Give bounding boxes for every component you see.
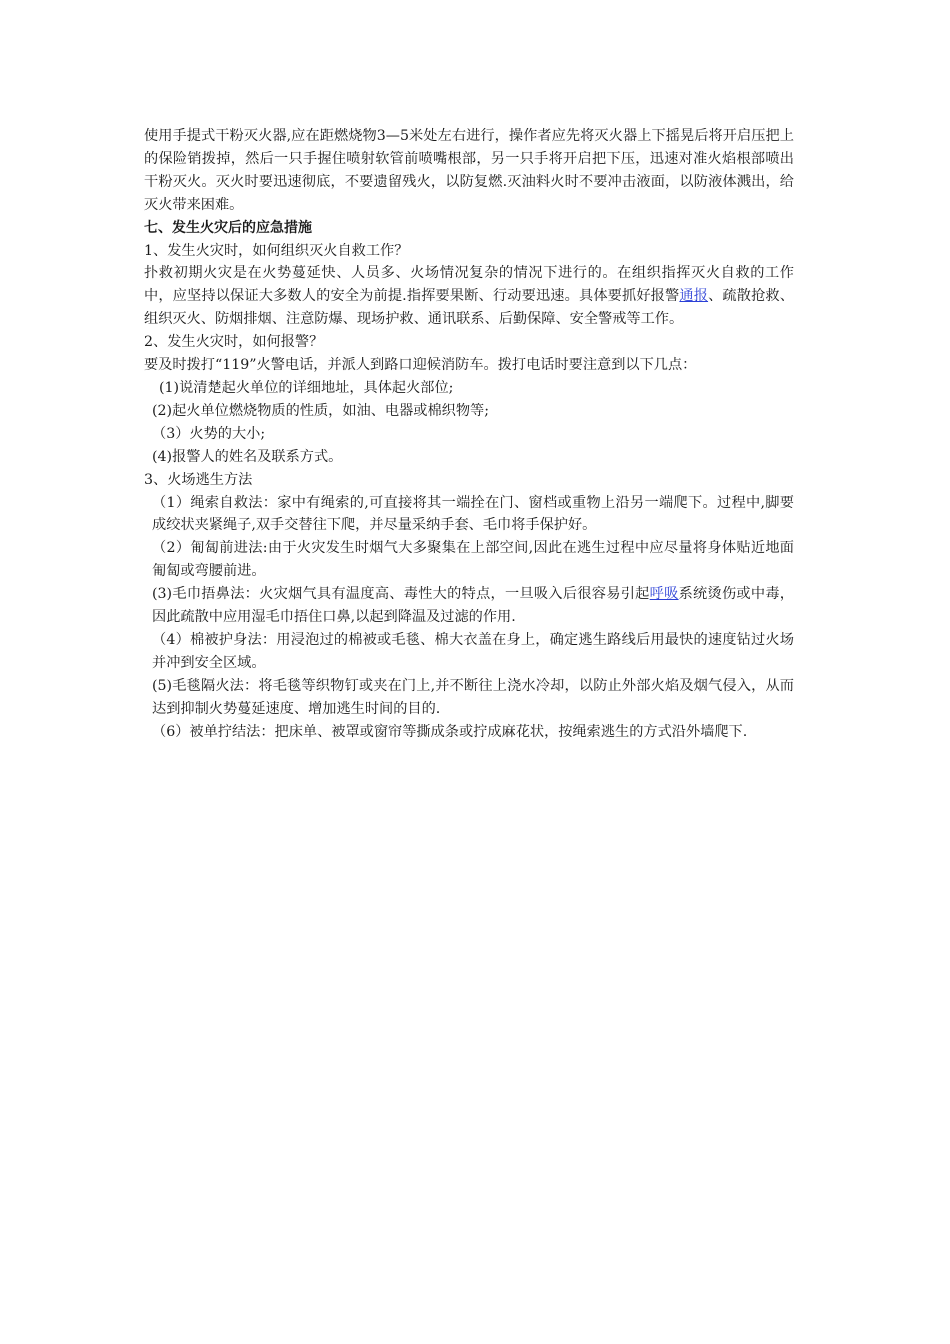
question-2-title: 2、发生火灾时，如何报警？ xyxy=(144,334,324,351)
breathing-link[interactable]: 呼吸 xyxy=(649,586,679,603)
report-point-1: (1)说清楚起火单位的详细地址，具体起火部位; xyxy=(159,379,454,396)
question-3-title: 3、火场逃生方法 xyxy=(144,471,253,488)
escape-method-2: （2）匍匐前进法:由于火灾发生时烟气大多聚集在上部空间,因此在逃生过程中应尽量将身体贴近地面匍匐或弯腰前进。 xyxy=(152,540,794,580)
section-heading: 七、发生火灾后的应急措施 xyxy=(144,219,312,236)
escape-method-6: （6）被单拧结法：把床单、被罩或窗帘等撕成条或拧成麻花状，按绳索逃生的方式沿外墙爬下. xyxy=(152,723,748,740)
escape-method-5: (5)毛毯隔火法：将毛毯等织物钉或夹在门上,并不断往上浇水冷却，以防止外部火焰及烟气侵入，从而达到抑制火势蔓延速度、增加逃生时间的目的. xyxy=(152,677,794,717)
report-point-3: （3）火势的大小; xyxy=(152,425,266,442)
question-2-answer: 要及时拨打“119”火警电话，并派人到路口迎候消防车。拨打电话时要注意到以下几点： xyxy=(144,357,697,374)
question-1-title: 1、发生火灾时，如何组织灭火自救工作？ xyxy=(144,242,409,259)
question-1-text-start: 扑救初期火灾是在火势蔓延快、人员多、火场情况复杂的情况下进行的。在组织指挥灭火自救的工作中，应坚持以保证大多数人的安全为前提.指挥要果断、行动要迅速。具体要抓好报警 xyxy=(144,265,794,305)
escape-method-3-end: 系统烫伤或中毒，因此疏散中应用湿毛巾捂住口鼻,以起到降温及过滤的作用. xyxy=(152,586,794,626)
escape-method-4: （4）棉被护身法：用浸泡过的棉被或毛毯、棉大衣盖在身上，确定逃生路线后用最快的速度钻过火场并冲到安全区域。 xyxy=(152,631,794,671)
intro-paragraph: 使用手提式干粉灭火器,应在距燃烧物3—5米处左右进行，操作者应先将灭火器上下摇晃后将开启压把上的保险销拨掉，然后一只手握住喷射软管前喷嘴根部，另一只手将开启把下压，迅速对准火焰根部喷出干粉灭火。灭火时要迅速彻底，不要遗留残火，以防复燃.灭油料火时不要冲击液面，以防液体溅出，给灭火带来困难。 xyxy=(144,128,794,213)
question-1-answer xyxy=(144,262,794,331)
escape-method-1: （1）绳索自救法：家中有绳索的,可直接将其一端拴在门、窗档或重物上沿另一端爬下。过程中,脚要成绞状夹紧绳子,双手交替往下爬，并尽量采纳手套、毛巾将手保护好。 xyxy=(152,494,794,534)
escape-method-3 xyxy=(144,583,794,629)
question-1-text-end: 、疏散抢救、组织灭火、防烟排烟、注意防爆、现场护救、通讯联系、后勤保障、安全警戒等工作。 xyxy=(144,288,794,328)
report-point-4: (4)报警人的姓名及联系方式。 xyxy=(152,448,343,465)
escape-method-3-start: (3)毛巾捂鼻法：火灾烟气具有温度高、毒性大的特点，一旦吸入后很容易引起 xyxy=(152,586,650,603)
document-body xyxy=(144,125,794,743)
notify-link[interactable]: 通报 xyxy=(679,288,709,305)
report-point-2: (2)起火单位燃烧物质的性质，如油、电器或棉织物等; xyxy=(152,402,490,419)
